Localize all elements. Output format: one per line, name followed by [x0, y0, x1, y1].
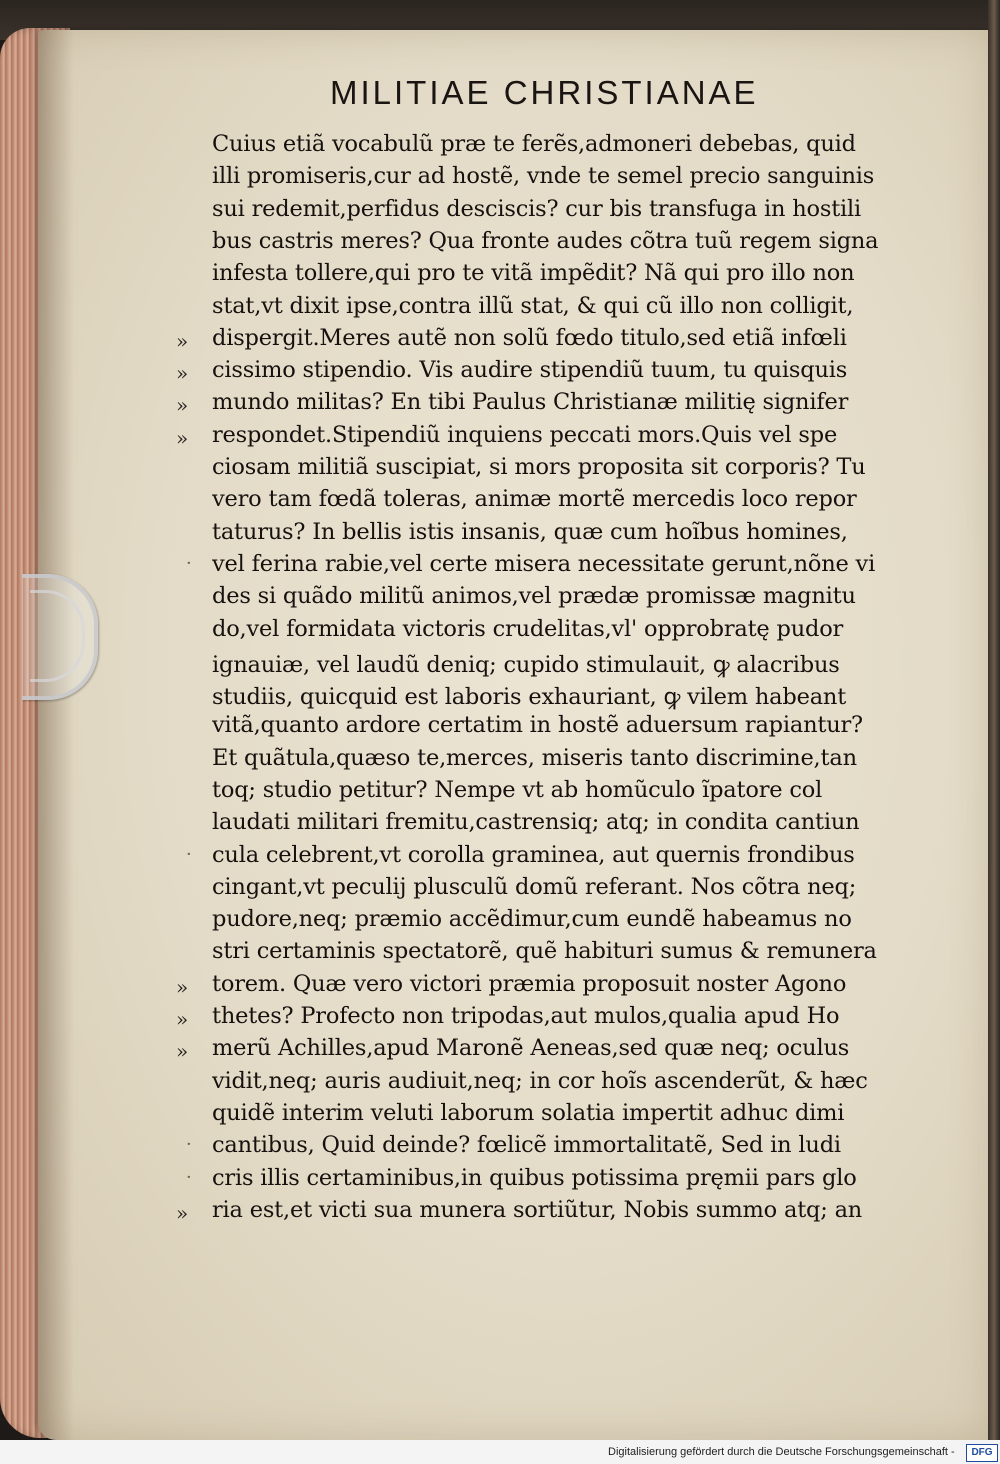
- text-line: bus castris meres? Qua fronte audes cõtra tuũ regem signa: [212, 228, 879, 254]
- text-line: des si quãdo militũ animos,vel prædæ promissæ magnitu: [212, 583, 856, 609]
- text-line: do,vel formidata victoris crudelitas,vl' opprobratę pudor: [212, 616, 844, 642]
- margin-quote-mark: »: [176, 975, 189, 999]
- text-line: cingant,vt peculij plusculũ domũ referant. Nos cõtra neq;: [212, 874, 857, 900]
- text-line: Cuius etiã vocabulũ præ te ferẽs,admoneri debebas, quid: [212, 131, 856, 157]
- text-line: cris illis certaminibus,in quibus potissima pręmii pars glo: [212, 1165, 857, 1191]
- text-line: pudore,neq; præmio accẽdimur,cum eundẽ habeamus no: [212, 906, 852, 932]
- text-line: quidẽ interim veluti laborum solatia impertit adhuc dimi: [212, 1100, 845, 1126]
- page-right-edge: [988, 0, 1000, 1440]
- text-line: mundo militas? En tibi Paulus Christianæ militię signifer: [212, 389, 849, 415]
- margin-quote-mark: »: [176, 361, 189, 385]
- margin-dot-mark: ·: [186, 553, 192, 574]
- text-line: vel ferina rabie,vel certe misera necessitate gerunt,nõne vi: [212, 551, 876, 577]
- text-line: stat,vt dixit ipse,contra illũ stat, & qui cũ illo non colligit,: [212, 293, 854, 319]
- text-line: cantibus, Quid deinde? fœlicẽ immortalitatẽ, Sed in ludi: [212, 1132, 841, 1158]
- text-line: cula celebrent,vt corolla graminea, aut quernis frondibus: [212, 842, 855, 868]
- text-line: vitã,quanto ardore certatim in hostẽ aduersum rapiantur?: [212, 712, 863, 738]
- footer-credit: Digitalisierung gefördert durch die Deutsche Forschungsgemeinschaft -: [608, 1446, 955, 1458]
- margin-dot-mark: ·: [186, 1167, 192, 1188]
- text-line: cissimo stipendio. Vis audire stipendiũ tuum, tu quisquis: [212, 357, 848, 383]
- text-line: torem. Quæ vero victori præmia proposuit noster Agono: [212, 971, 847, 997]
- margin-quote-mark: »: [176, 329, 189, 353]
- text-line: ignauiæ, vel laudũ deniq; cupido stimulauit, ꝙ alacribus: [212, 652, 840, 678]
- text-line: studiis, quicquid est laboris exhauriant, ꝙ vilem habeant: [212, 684, 847, 710]
- text-line: Et quãtula,quæso te,merces, miseris tanto discrimine,tan: [212, 745, 857, 771]
- text-line: vidit,neq; auris audiuit,neq; in cor hoĩs ascenderũt, & hæc: [212, 1068, 868, 1094]
- text-line: toq; studio petitur? Nempe vt ab homũculo ĩpatore col: [212, 777, 823, 803]
- margin-quote-mark: »: [176, 1039, 189, 1063]
- text-line: sui redemit,perfidus desciscis? cur bis transfuga in hostili: [212, 196, 862, 222]
- margin-dot-mark: ·: [186, 1134, 192, 1155]
- running-head: MILITIAE CHRISTIANAE: [330, 74, 759, 111]
- text-line: merũ Achilles,apud Maronẽ Aeneas,sed quæ neq; oculus: [212, 1035, 850, 1061]
- dfg-logo: DFG: [966, 1444, 998, 1462]
- text-line: ciosam militiã suscipiat, si mors proposita sit corporis? Tu: [212, 454, 866, 480]
- text-line: stri certaminis spectatorẽ, quẽ habituri sumus & remunera: [212, 938, 877, 964]
- text-line: ria est,et victi sua munera sortiũtur, Nobis summo atq; an: [212, 1197, 863, 1223]
- text-line: respondet.Stipendiũ inquiens peccati mors.Quis vel spe: [212, 422, 838, 448]
- text-line: vero tam fœdã toleras, animæ mortẽ mercedis loco repor: [212, 486, 857, 512]
- text-line: laudati militari fremitu,castrensiq; atq; in condita cantiun: [212, 809, 860, 835]
- text-line: infesta tollere,qui pro te vitã impẽdit? Nã qui pro illo non: [212, 260, 855, 286]
- margin-quote-mark: »: [176, 393, 189, 417]
- text-line: illi promiseris,cur ad hostẽ, vnde te semel precio sanguinis: [212, 163, 875, 189]
- gutter-shadow: [38, 30, 74, 1440]
- margin-dot-mark: ·: [186, 844, 192, 865]
- text-line: thetes? Profecto non tripodas,aut mulos,qualia apud Ho: [212, 1003, 840, 1029]
- margin-quote-mark: »: [176, 426, 189, 450]
- margin-quote-mark: »: [176, 1007, 189, 1031]
- text-line: dispergit.Meres autẽ non solũ fœdo titulo,sed etiã infœli: [212, 325, 847, 351]
- margin-quote-mark: »: [176, 1201, 189, 1225]
- text-line: taturus? In bellis istis insanis, quæ cum hoĩbus homines,: [212, 519, 848, 545]
